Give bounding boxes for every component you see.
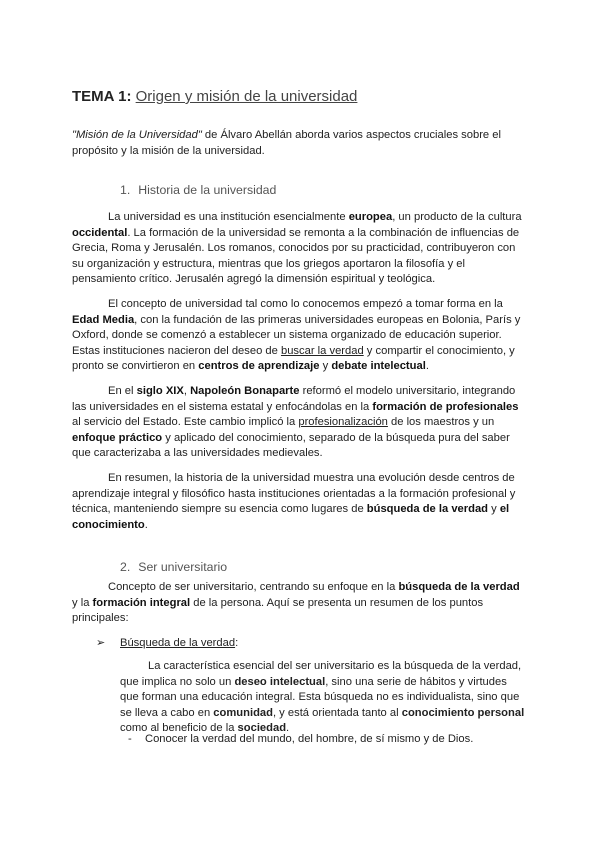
bold-text: occidental	[72, 226, 128, 239]
dash-marker: -	[128, 733, 132, 745]
text: como al beneficio de la	[120, 722, 238, 734]
bullet-colon: :	[235, 637, 239, 649]
bold-text: formación integral	[92, 596, 191, 609]
text: .	[425, 360, 429, 372]
bold-text: deseo intelectual	[234, 675, 326, 688]
dash-list-item	[128, 733, 473, 745]
text: La universidad es una institución esencialmente	[108, 211, 349, 223]
text: El concepto de universidad tal como lo conocemos empezó a tomar forma en la	[108, 298, 503, 310]
bold-text: comunidad	[213, 706, 273, 719]
section-title: Historia de la universidad	[138, 183, 277, 197]
text: al servicio del Estado. Este cambio implicó la	[72, 416, 299, 428]
paragraph-middle-ages	[72, 297, 528, 375]
paragraph-busqueda	[120, 659, 528, 737]
section-heading-2	[120, 560, 227, 574]
bold-text: el conocimiento	[72, 503, 510, 531]
intro-paragraph	[72, 127, 532, 159]
arrow-bullet-icon: ➢	[96, 637, 106, 649]
text: ,	[183, 385, 191, 397]
dash-item-text: Conocer la verdad del mundo, del hombre, de sí mismo y de Dios.	[145, 733, 474, 745]
text: En el	[108, 385, 137, 397]
text: y	[319, 360, 332, 372]
paragraph-napoleon	[72, 384, 528, 462]
bold-text: siglo XIX	[136, 385, 184, 397]
bold-text: sociedad	[237, 722, 287, 734]
text: , y está orientada tanto al	[272, 706, 402, 719]
text: .	[286, 722, 290, 734]
bold-text: búsqueda de la verdad	[366, 503, 489, 515]
bold-text: enfoque práctico	[72, 431, 163, 444]
bold-text: centros de aprendizaje	[198, 360, 320, 372]
paragraph-ser-universitario	[72, 580, 528, 627]
bullet-heading	[96, 636, 238, 649]
bold-text: búsqueda de la verdad	[398, 581, 520, 593]
bold-text: formación de profesionales	[372, 400, 519, 413]
title-number: TEMA 1:	[72, 88, 132, 105]
text: y la	[72, 596, 93, 609]
text: de la persona. Aquí se presenta un resumen de los puntos principales:	[72, 596, 484, 624]
bold-text: Edad Media	[72, 313, 135, 326]
underlined-text: buscar la verdad	[280, 344, 364, 357]
section-number: 2.	[120, 560, 131, 574]
text: , con la fundación de las primeras universidades europeas en Bolonia, París y Oxford, donde se comenzó a establecer un sistema organizado de educación superior. Estas instituciones nacieron del deseo de	[72, 313, 521, 357]
bold-text: europea	[348, 211, 393, 223]
bullet-label: Búsqueda de la verdad	[120, 637, 236, 649]
work-title: "Misión de la Universidad"	[72, 129, 202, 141]
text: .	[144, 518, 148, 531]
text: En resumen, la historia de la universidad muestra una evolución desde centros de aprendizaje integral y filosófico hasta instituciones orientadas a la formación profesional y técnica, manteniendo siempre su esencia como lugares de	[72, 472, 516, 515]
bold-text: conocimiento personal	[401, 706, 525, 719]
text: y compartir el conocimiento, y pronto se convirtieron en	[72, 344, 515, 372]
paragraph-origins	[72, 210, 528, 288]
bold-text: Napoleón Bonaparte	[190, 385, 300, 397]
page-title	[72, 88, 357, 105]
section-title: Ser universitario	[138, 560, 228, 574]
text: y aplicado del conocimiento, separado de la búsqueda pura del saber que caracterizaba a las universidades medievales.	[72, 431, 510, 459]
text: , un producto de la cultura	[392, 211, 522, 223]
text: reformó el modelo universitario, integrando las universidades en el sistema estatal y enfocándolas en la	[72, 385, 516, 413]
text: Concepto de ser universitario, centrando su enfoque en la	[108, 581, 399, 593]
section-number: 1.	[120, 183, 131, 197]
title-name: Origen y misión de la universidad	[135, 88, 358, 105]
text: . La formación de la universidad se remonta a la combinación de influencias de Grecia, Roma y Jerusalén. Los romanos, conocidos por su practicidad, contribuyeron con su organización y estructura, mientras que los griegos aportaron la filosofía y el pensamiento crítico. Jerusalén agregó la dimensión espiritual y teológica.	[72, 226, 520, 285]
section-heading-1	[120, 183, 276, 197]
text: , sino una serie de hábitos y virtudes que forman una educación integral. Esta búsqueda no es individualista, sino que se lleva a cabo en	[120, 675, 520, 719]
intro-text: de Álvaro Abellán aborda varios aspectos cruciales sobre el propósito y la misión de la universidad.	[72, 129, 501, 157]
bold-text: debate intelectual	[331, 360, 426, 372]
text: de los maestros y un	[387, 416, 495, 428]
underlined-text: profesionalización	[298, 416, 388, 428]
text: La característica esencial del ser universitario es la búsqueda de la verdad, que implica no solo un	[120, 660, 522, 688]
text: y	[488, 503, 500, 515]
paragraph-summary	[72, 471, 528, 533]
